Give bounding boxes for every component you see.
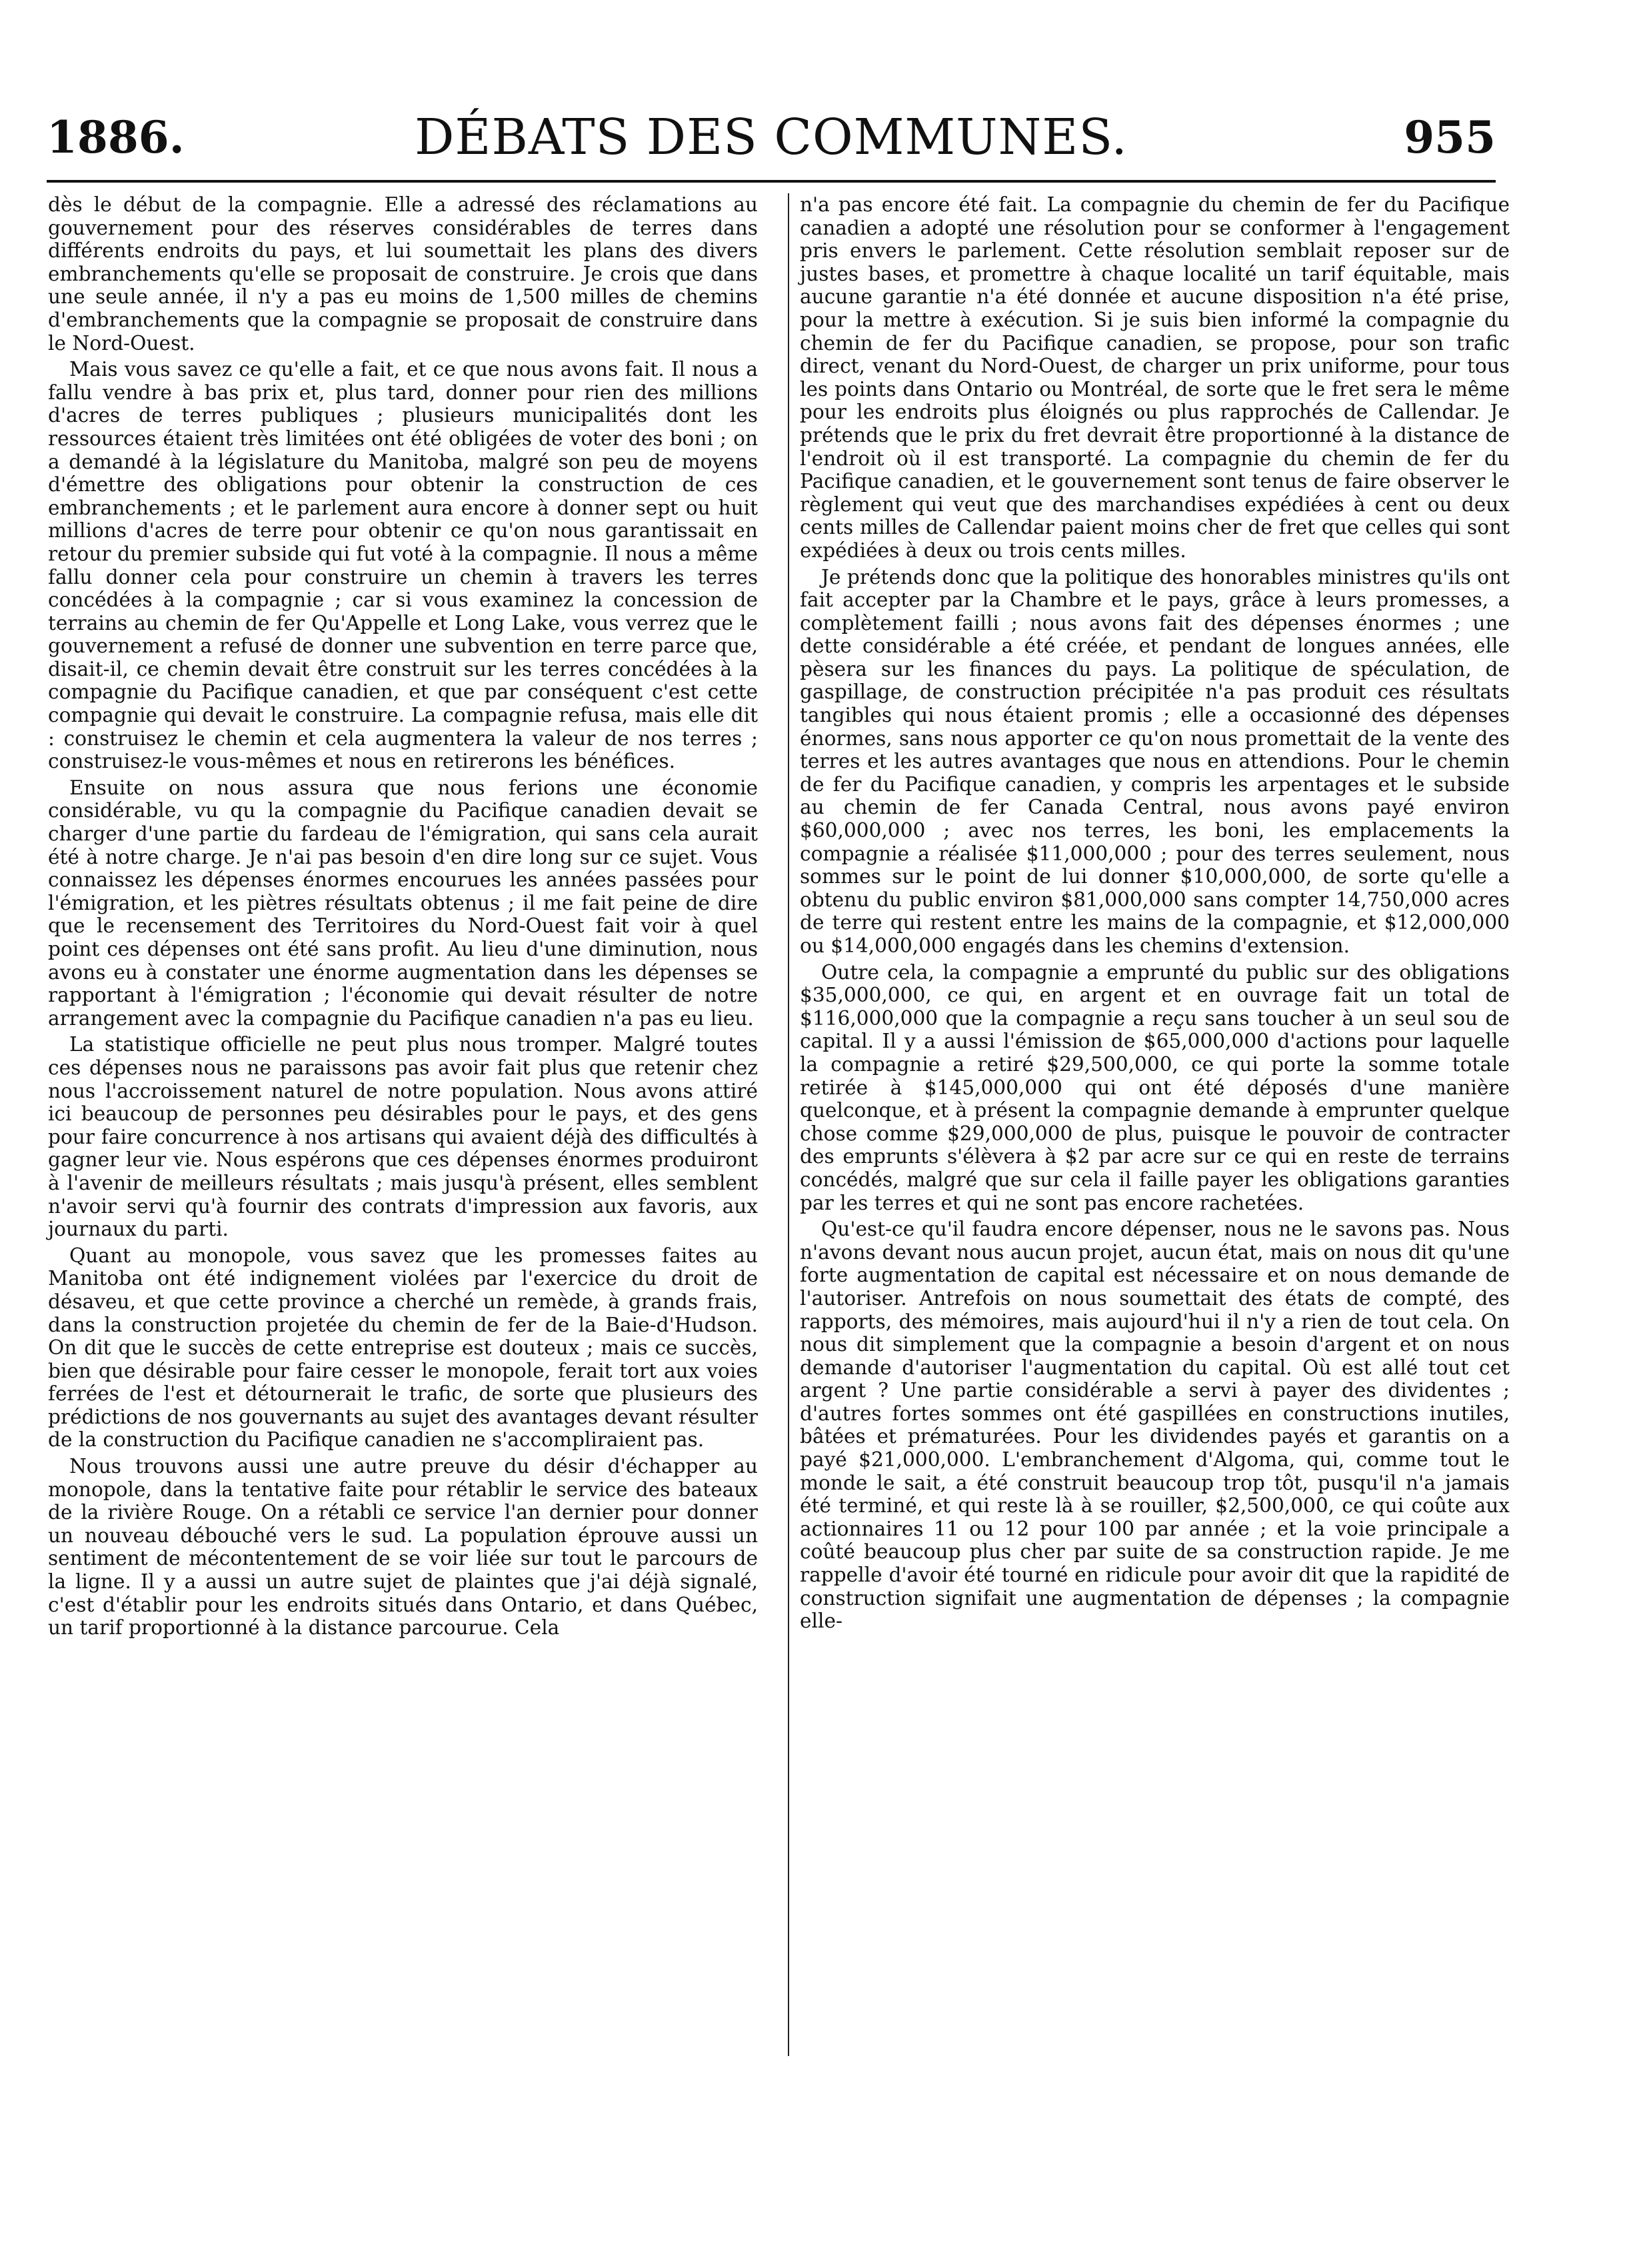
header-rule (47, 180, 1496, 183)
paragraph: n'a pas encore été fait. La compagnie du chemin de fer du Pacifique canadien a adopté une résolution pour se conformer à l'engagement pris envers le parlement. Cette résolution semblait reposer sur de justes bases, et promettre à chaque localité un tarif équitable, mais aucune garantie n'a été donnée et aucune disposition n'a été prise, pour la mettre à exécution. Si je suis bien informé la compagnie du chemin de fer du Pacifique canadien, se propose, pour son trafic direct, venant du Nord-Ouest, de charger un prix uniforme, pour tous les points dans Ontario ou Montréal, de sorte que le fret sera le même pour les endroits plus éloignés ou plus rapprochés de Callendar. Je prétends que le prix du fret devrait être proportionné à la distance de l'endroit où il est transporté. La compagnie du chemin de fer du Pacifique canadien, et le gouvernement sont tenus de faire observer le règlement qui veut que des marchandises expédiées à cent ou deux cents milles de Callendar paient moins cher de fret que celles qui sont expédiées à deux ou trois cents milles. (800, 193, 1510, 562)
paragraph: Je prétends donc que la politique des honorables ministres qu'ils ont fait accepter par la Chambre et le pays, grâce à leurs promesses, a complètement failli ; nous avons fait des dépenses énormes ; une dette considérable a été créée, et pendant de longues années, elle pèsera sur les finances du pays. La politique de spéculation, de gaspillage, de construction précipitée n'a pas produit ces résultats tangibles qui nous étaient promis ; elle a occasionné des dépenses énormes, sans nous apporter ce qu'on nous promettait de la vente des terres et les autres avantages que nous en attendions. Pour le chemin de fer du Pacifique canadien, y compris les arpentages et le subside au chemin de fer Canada Central, nous avons payé environ $60,000,000 ; avec nos terres, les boni, les emplacements la compagnie a réalisée $11,000,000 ; pour des terres seulement, nous sommes sur le point de lui donner $10,000,000, de sorte qu'elle a obtenu du public environ $81,000,000 sans compter 14,750,000 acres de terre qui restent entre les mains de la compagnie, et $12,000,000 ou $14,000,000 engagés dans les chemins d'extension. (800, 565, 1510, 957)
publication-title: DÉBATS DES COMMUNES. (415, 109, 1128, 166)
page-number: 955 (1404, 111, 1496, 163)
paragraph: Qu'est-ce qu'il faudra encore dépenser, nous ne le savons pas. Nous n'avons devant nous aucun projet, aucun état, mais on nous dit qu'une forte augmentation de capital est nécessaire et on nous demande de l'autoriser. Antrefois on nous soumettait des états de compté, des rapports, des mémoires, mais aujourd'hui il n'y a rien de tout cela. On nous dit simplement que la compagnie a besoin d'argent et on nous demande d'autoriser l'augmentation du capital. Où est allé tout cet argent ? Une partie considérable a servi à payer des dividentes ; d'autres fortes sommes ont été gaspillées en constructions inutiles, bâtées et prématurées. Pour les dividendes payés et garantis on a payé $21,000,000. L'embranchement d'Algoma, qui, comme tout le monde le sait, a été construit beaucoup trop tôt, pusqu'il n'a jamais été terminé, et qui reste là à se rouiller, $2,500,000, ce qui coûte aux actionnaires 11 ou 12 pour 100 par année ; et la voie principale a coûté beaucoup plus cher par suite de sa construction rapide. Je me rappelle d'avoir été tourné en ridicule pour avoir dit que la rapidité de construction signifait une augmentation de dépenses ; la compagnie elle- (800, 1218, 1510, 1633)
left-column (48, 193, 758, 1643)
paragraph: La statistique officielle ne peut plus nous tromper. Malgré toutes ces dépenses nous ne paraissons pas avoir fait plus que retenir chez nous l'accroissement naturel de notre population. Nous avons attiré ici beaucoup de personnes peu désirables pour le pays, et des gens pour faire concurrence à nos artisans qui avaient déjà des difficultés à gagner leur vie. Nous espérons que ces dépenses énormes produiront à l'avenir de meilleurs résultats ; mais jusqu'à présent, elles semblent n'avoir servi qu'à fournir des contrats d'impression aux favoris, aux journaux du parti. (48, 1033, 758, 1241)
paragraph: Outre cela, la compagnie a emprunté du public sur des obligations $35,000,000, ce qui, en argent et en ouvrage fait un total de $116,000,000 que la compagnie a reçu sans toucher à un seul sou de capital. Il y a aussi l'émission de $65,000,000 d'actions pour laquelle la compagnie a retiré $29,500,000, ce qui porte la somme totale retirée à $145,000,000 qui ont été déposés d'une manière quelconque, et à présent la compagnie demande à emprunter quelque chose comme $29,000,000 de plus, puisque le pouvoir de contracter des emprunts s'élèvera à $2 par acre sur ce qui en reste de terrains concédés, malgré que sur cela il faille payer les obligations garanties par les terres et qui ne sont pas encore rachetées. (800, 960, 1510, 1214)
paragraph: Quant au monopole, vous savez que les promesses faites au Manitoba ont été indignement violées par l'exercice du droit de désaveu, et que cette province a cherché un remède, à grands frais, dans la construction projetée du chemin de fer de la Baie-d'Hudson. On dit que le succès de cette entreprise est douteux ; mais ce succès, bien que désirable pour faire cesser le monopole, ferait tort aux voies ferrées de l'est et détournerait le trafic, de sorte que plusieurs des prédictions de nos gouvernants au sujet des avantages devant résulter de la construction du Pacifique canadien ne s'accompliraient pas. (48, 1244, 758, 1452)
paragraph: Mais vous savez ce qu'elle a fait, et ce que nous avons fait. Il nous a fallu vendre à bas prix et, plus tard, donner pour rien des millions d'acres de terres publiques ; plusieurs municipalités dont les ressources étaient très limitées ont été obligées de voter des boni ; on a demandé à la législature du Manitoba, malgré son peu de moyens d'émettre des obligations pour obtenir la construction de ces embranchements ; et le parlement aura encore à donner sept ou huit millions d'acres de terre pour obtenir ce qu'on nous garantissait en retour du premier subside qui fut voté à la compagnie. Il nous a même fallu donner cela pour construire un chemin à travers les terres concédées à la compagnie ; car si vous examinez la concession de terrains au chemin de fer Qu'Appelle et Long Lake, vous verrez que le gouvernement a refusé de donner une subvention en terre parce que, disait-il, ce chemin devait être construit sur les terres concédées à la compagnie du Pacifique canadien, et que par conséquent c'est cette compagnie qui devait le construire. La compagnie refusa, mais elle dit : construisez le chemin et cela augmentera la valeur de nos terres ; construisez-le vous-mêmes et nous en retirerons les bénéfices. (48, 358, 758, 773)
paragraph: Ensuite on nous assura que nous ferions une économie considérable, vu qu la compagnie du Pacifique canadien devait se charger d'une partie du fardeau de l'émigration, qui sans cela aurait été à notre charge. Je n'ai pas besoin d'en dire long sur ce sujet. Vous connaissez les dépenses énormes encourues les années passées pour l'émigration, et les piètres résultats obtenus ; il me fait peine de dire que le recensement des Territoires du Nord-Ouest fait voir à quel point ces dépenses ont été sans profit. Au lieu d'une diminution, nous avons eu à constater une énorme augmentation dans les dépenses se rapportant à l'émigration ; l'économie qui devait résulter de notre arrangement avec la compagnie du Pacifique canadien n'a pas eu lieu. (48, 776, 758, 1030)
column-divider (788, 193, 789, 2056)
paragraph: Nous trouvons aussi une autre preuve du désir d'échapper au monopole, dans la tentative faite pour rétablir le service des bateaux de la rivière Rouge. On a rétabli ce service l'an dernier pour donner un nouveau débouché vers le sud. La population éprouve aussi un sentiment de mécontentement de se voir liée sur tout le parcours de la ligne. Il y a aussi un autre sujet de plaintes que j'ai déjà signalé, c'est d'établir pour les endroits situés dans Ontario, et dans Québec, un tarif proportionné à la distance parcourue. Cela (48, 1455, 758, 1640)
year: 1886. (47, 111, 185, 163)
page-header (47, 100, 1496, 175)
paragraph: dès le début de la compagnie. Elle a adressé des réclamations au gouvernement pour des réserves considérables de terres dans différents endroits du pays, et lui soumettait les plans des divers embranchements qu'elle se proposait de construire. Je crois que dans une seule année, il n'y a pas eu moins de 1,500 milles de chemins d'embranchements que la compagnie se proposait de construire dans le Nord-Ouest. (48, 193, 758, 355)
right-column (800, 193, 1510, 1636)
